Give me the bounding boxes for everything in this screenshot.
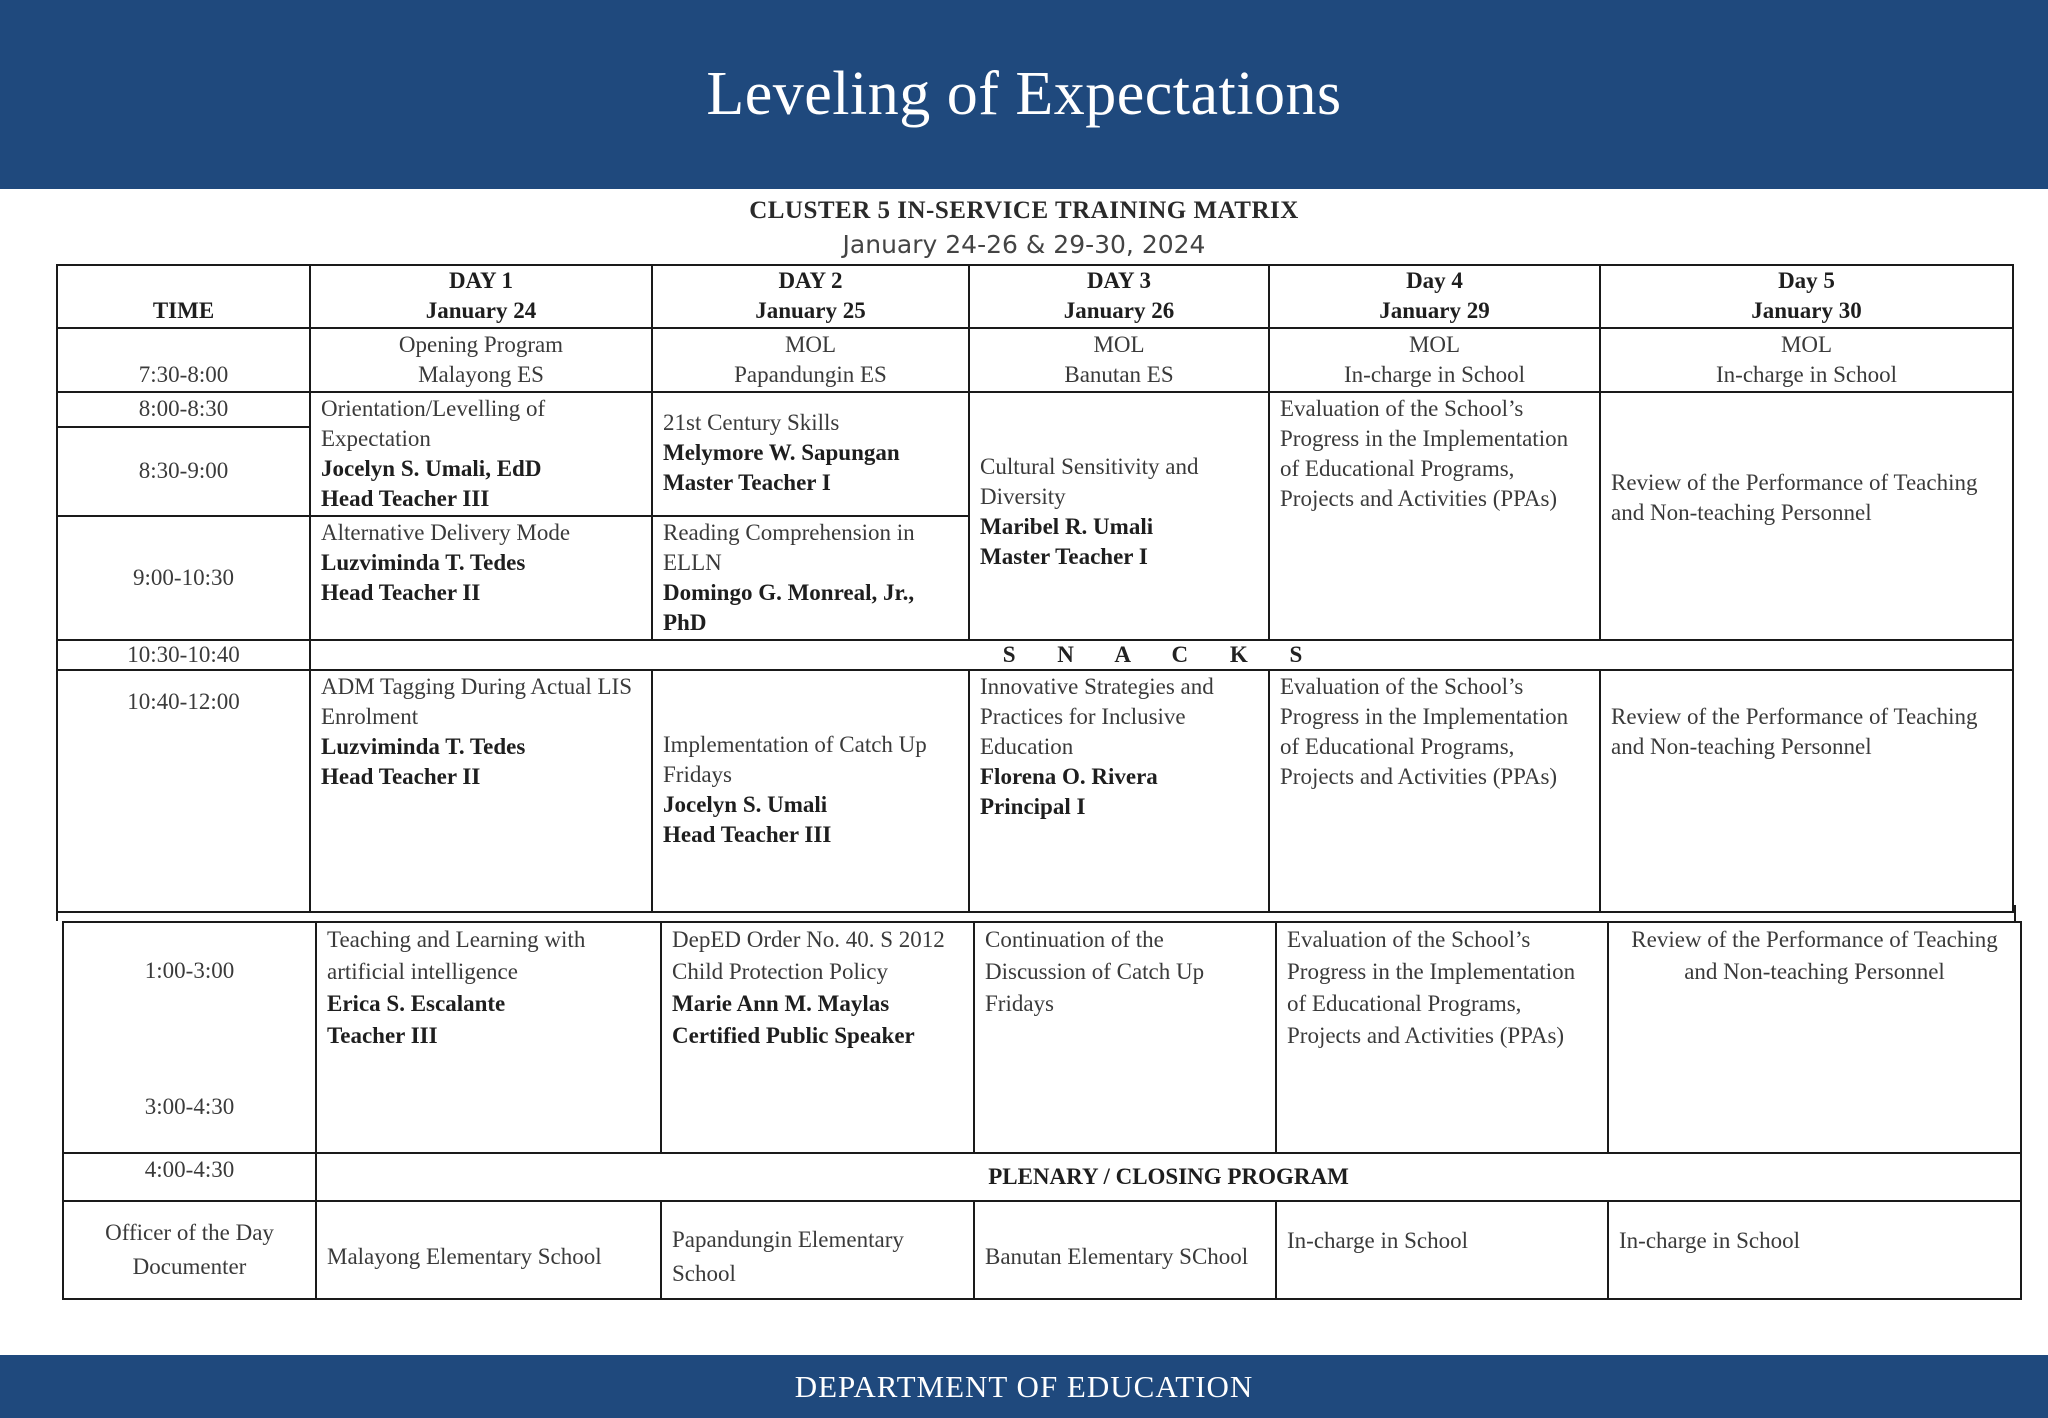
- time-header: TIME: [57, 265, 310, 328]
- day3-session-catch-up-continuation: Continuation of the Discussion of Catch Up Fridays: [974, 922, 1276, 1153]
- slide-title: Leveling of Expectations: [706, 60, 1342, 128]
- matrix-dates: January 24-26 & 29-30, 2024: [842, 230, 1206, 259]
- day2-session-21st-century: 21st Century Skills Melymore W. Sapungan Master Teacher I: [652, 392, 969, 516]
- day5-session-review: Review of the Performance of Teaching and Non-teaching Personnel: [1600, 670, 2013, 912]
- snacks-label: S N A C K S: [310, 640, 2013, 670]
- slide-header: [0, 0, 2048, 189]
- session-row-800: [57, 392, 2013, 427]
- officer-cell-2: Papandungin Elementary School: [661, 1201, 974, 1299]
- day2-session-reading: Reading Comprehension in ELLN Domingo G. Monreal, Jr., PhD: [652, 516, 969, 640]
- day-header-3: DAY 3 January 26: [969, 265, 1269, 328]
- day3-session-cultural: Cultural Sensitivity and Diversity Maribel R. Umali Master Teacher I: [969, 392, 1269, 640]
- officer-cell-5: In-charge in School: [1608, 1201, 2021, 1299]
- training-matrix-afternoon: [62, 921, 2022, 1300]
- mol-cell-2: MOL Papandungin ES: [652, 328, 969, 392]
- day1-session-adm: Alternative Delivery Mode Luzviminda T. Tedes Head Teacher II: [310, 516, 652, 640]
- plenary-label: PLENARY / CLOSING PROGRAM: [316, 1153, 2021, 1201]
- day-header-1: DAY 1 January 24: [310, 265, 652, 328]
- day1-session-adm-tagging: ADM Tagging During Actual LIS Enrolment Luzviminda T. Tedes Head Teacher II: [310, 670, 652, 912]
- matrix-title: CLUSTER 5 IN-SERVICE TRAINING MATRIX: [749, 197, 1299, 224]
- time-cell: 4:00-4:30: [63, 1153, 316, 1201]
- day-header-2: DAY 2 January 25: [652, 265, 969, 328]
- officer-cell-1: Malayong Elementary School: [316, 1201, 661, 1299]
- day4-session-evaluation: Evaluation of the School’s Progress in the Implementation of Educational Programs, Projects and Activities (PPAs): [1276, 922, 1608, 1153]
- officer-label: Officer of the Day Documenter: [63, 1201, 316, 1299]
- day1-session-ai: Teaching and Learning with artificial intelligence Erica S. Escalante Teacher III: [316, 922, 661, 1153]
- training-matrix-morning: [56, 264, 2014, 913]
- officer-row: [63, 1201, 2021, 1299]
- time-cell: 10:40-12:00: [57, 670, 310, 912]
- time-cell: 7:30-8:00: [57, 328, 310, 392]
- mol-cell-5: MOL In-charge in School: [1600, 328, 2013, 392]
- day5-session-review: Review of the Performance of Teaching and Non-teaching Personnel: [1608, 922, 2021, 1153]
- day4-session-evaluation: Evaluation of the School’s Progress in the Implementation of Educational Programs, Projects and Activities (PPAs): [1269, 392, 1600, 640]
- mol-row: [57, 328, 2013, 392]
- officer-cell-3: Banutan Elementary SChool: [974, 1201, 1276, 1299]
- time-cell: 8:00-8:30: [57, 392, 310, 427]
- plenary-row: [63, 1153, 2021, 1201]
- day2-session-catch-up: Implementation of Catch Up Fridays Jocelyn S. Umali Head Teacher III: [652, 670, 969, 912]
- day1-session-orientation: Orientation/Levelling of Expectation Jocelyn S. Umali, EdD Head Teacher III: [310, 392, 652, 516]
- time-cell: 1:00-3:00 3:00-4:30: [63, 922, 316, 1153]
- table-break: [56, 905, 2016, 921]
- day-header-5: Day 5 January 30: [1600, 265, 2013, 328]
- footer-text: DEPARTMENT OF EDUCATION: [794, 1368, 1254, 1404]
- mol-cell-3: MOL Banutan ES: [969, 328, 1269, 392]
- session-row-1040: [57, 670, 2013, 912]
- mol-cell-1: Opening Program Malayong ES: [310, 328, 652, 392]
- mol-cell-4: MOL In-charge in School: [1269, 328, 1600, 392]
- time-cell: 10:30-10:40: [57, 640, 310, 670]
- time-cell: 8:30-9:00: [57, 427, 310, 516]
- day3-session-inclusive: Innovative Strategies and Practices for Inclusive Education Florena O. Rivera Principal I: [969, 670, 1269, 912]
- day4-session-evaluation: Evaluation of the School’s Progress in the Implementation of Educational Programs, Projects and Activities (PPAs): [1269, 670, 1600, 912]
- header-row: [57, 265, 2013, 328]
- slide-footer: [0, 1355, 2048, 1418]
- session-row-100: [63, 922, 2021, 1153]
- day2-session-child-protection: DepED Order No. 40. S 2012 Child Protection Policy Marie Ann M. Maylas Certified Public Speaker: [661, 922, 974, 1153]
- time-cell: 9:00-10:30: [57, 516, 310, 640]
- day-header-4: Day 4 January 29: [1269, 265, 1600, 328]
- officer-cell-4: In-charge in School: [1276, 1201, 1608, 1299]
- snacks-row: [57, 640, 2013, 670]
- day5-session-review: Review of the Performance of Teaching and Non-teaching Personnel: [1600, 392, 2013, 640]
